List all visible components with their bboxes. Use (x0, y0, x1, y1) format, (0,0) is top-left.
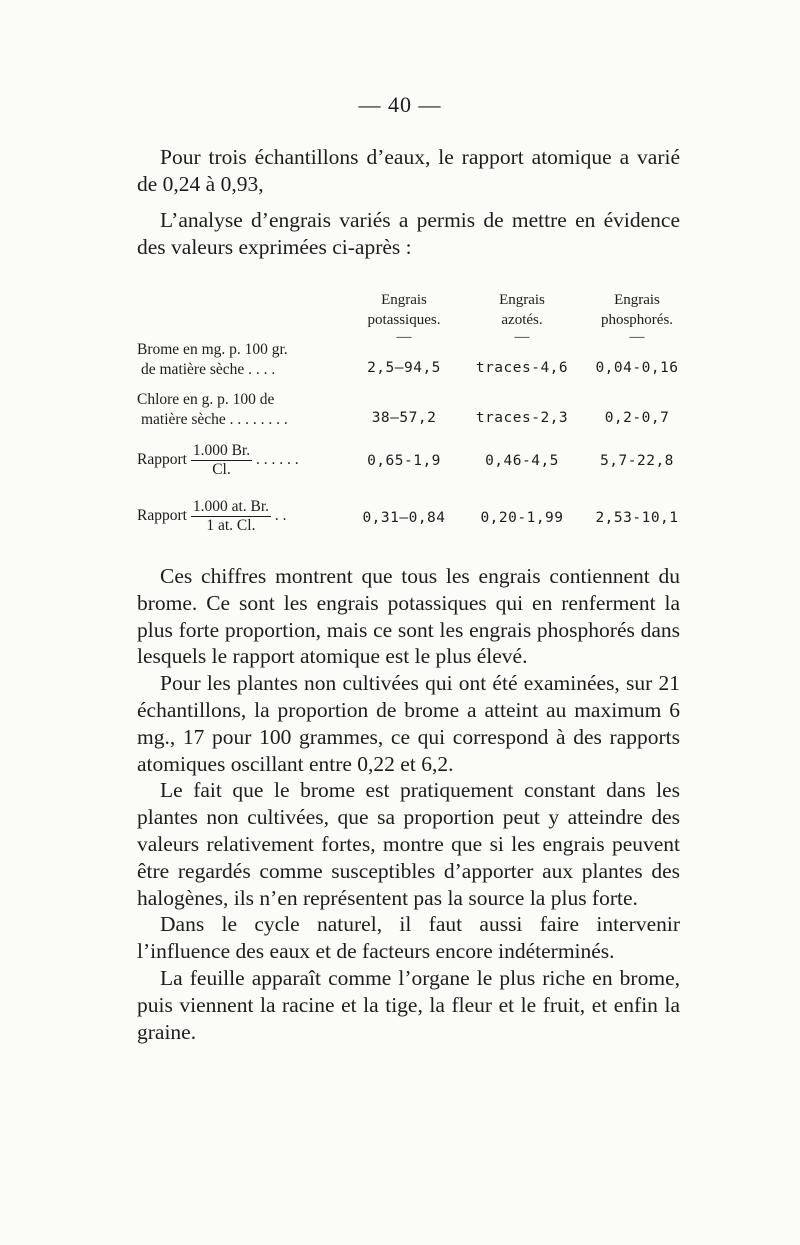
row-label-line1: Brome en mg. p. 100 gr. (137, 341, 288, 358)
fraction (191, 442, 252, 479)
table-cell: 0,20-1,99 (480, 510, 564, 526)
paragraph: Dans le cycle naturel, il faut aussi faire intervenir l’influence des eaux et de facteurs encore indéterminés. (137, 912, 680, 964)
row-label-line2: matière sèche . . . . . . . . (141, 411, 288, 428)
fraction-numerator: 1.000 at. Br. (192, 498, 270, 515)
paragraph: Ces chiffres montrent que tous les engrais contiennent du brome. Ce sont les engrais potassiques qui en renferment la plus forte proportion, mais ce sont les engrais phosphorés dans lesquels le rapport atomique est le plus élevé. (137, 564, 680, 669)
row-label-rapport-br-cl (137, 442, 342, 479)
paragraph-text: L’analyse d’engrais variés a permis de mettre en évidence des valeurs exprimées ci-après : (137, 208, 680, 259)
table-cell: 5,7-22,8 (600, 453, 674, 469)
row-label-brome (137, 340, 342, 380)
column-header-phosphores (577, 290, 697, 345)
table-cell: traces-4,6 (475, 360, 569, 376)
paragraph: Pour les plantes non cultivées qui ont été examinées, sur 21 échantillons, la proportion de brome a atteint au maximum 6 mg., 17 pour 100 grammes, ce qui correspond à des rapports atomiques oscillant entre 0,22 et 6,2. (137, 671, 680, 776)
table-cell: traces-2,3 (475, 410, 569, 426)
header-line1: Engrais (499, 292, 545, 308)
header-line2: azotés. (501, 312, 543, 328)
paragraph: Le fait que le brome est pratiquement constant dans les plantes non cultivées, que sa proportion peut y atteindre des valeurs relativement fortes, montre que si les engrais peuvent être regardés comme susceptibles d’apporter aux plantes des halogènes, ils n’en représentent pas la source la plus forte. (137, 778, 680, 910)
header-rule: — (514, 329, 530, 345)
rapport-word: Rapport (137, 507, 187, 525)
leader-dots: . . (274, 507, 287, 525)
header-line1: Engrais (381, 292, 427, 308)
body-text (137, 563, 680, 1045)
fraction-denominator: 1 at. Cl. (206, 517, 256, 534)
table-cell: 2,5–94,5 (367, 360, 441, 376)
paragraph-text: Pour trois échantillons d’eaux, le rapport atomique a varié de 0,24 à 0,93, (137, 145, 680, 196)
column-header-potassiques (344, 290, 464, 345)
row-label-rapport-at (137, 498, 342, 535)
fraction-denominator: Cl. (212, 461, 231, 478)
paragraph-fertilizer-intro (137, 207, 680, 261)
table-cell: 0,31–0,84 (362, 510, 446, 526)
leader-dots: . . . . . . (255, 451, 299, 469)
paragraph: La feuille apparaît comme l’organe le plus riche en brome, puis viennent la racine et la tige, la fleur et le fruit, et enfin la graine. (137, 965, 680, 1044)
paragraph-water-samples (137, 144, 680, 198)
table-cell: 0,65-1,9 (367, 453, 441, 469)
fraction-numerator: 1.000 Br. (192, 442, 251, 459)
table-cell: 0,2-0,7 (604, 410, 670, 426)
header-rule: — (629, 329, 645, 345)
table-cell: 38–57,2 (371, 410, 437, 426)
table-cell: 2,53-10,1 (595, 510, 679, 526)
header-line2: phosphorés. (600, 312, 674, 328)
row-label-line2: de matière sèche . . . . (141, 361, 276, 378)
table-cell: 0,04-0,16 (595, 360, 679, 376)
rapport-word: Rapport (137, 451, 187, 469)
header-rule: — (396, 329, 412, 345)
table-cell: 0,46-4,5 (485, 453, 559, 469)
fraction (191, 498, 271, 535)
row-label-chlore (137, 390, 342, 430)
header-line1: Engrais (614, 292, 660, 308)
header-line2: potassiques. (367, 312, 441, 328)
row-label-line1: Chlore en g. p. 100 de (137, 391, 275, 408)
page-number: — 40 — (358, 92, 442, 117)
column-header-azotes (462, 290, 582, 345)
